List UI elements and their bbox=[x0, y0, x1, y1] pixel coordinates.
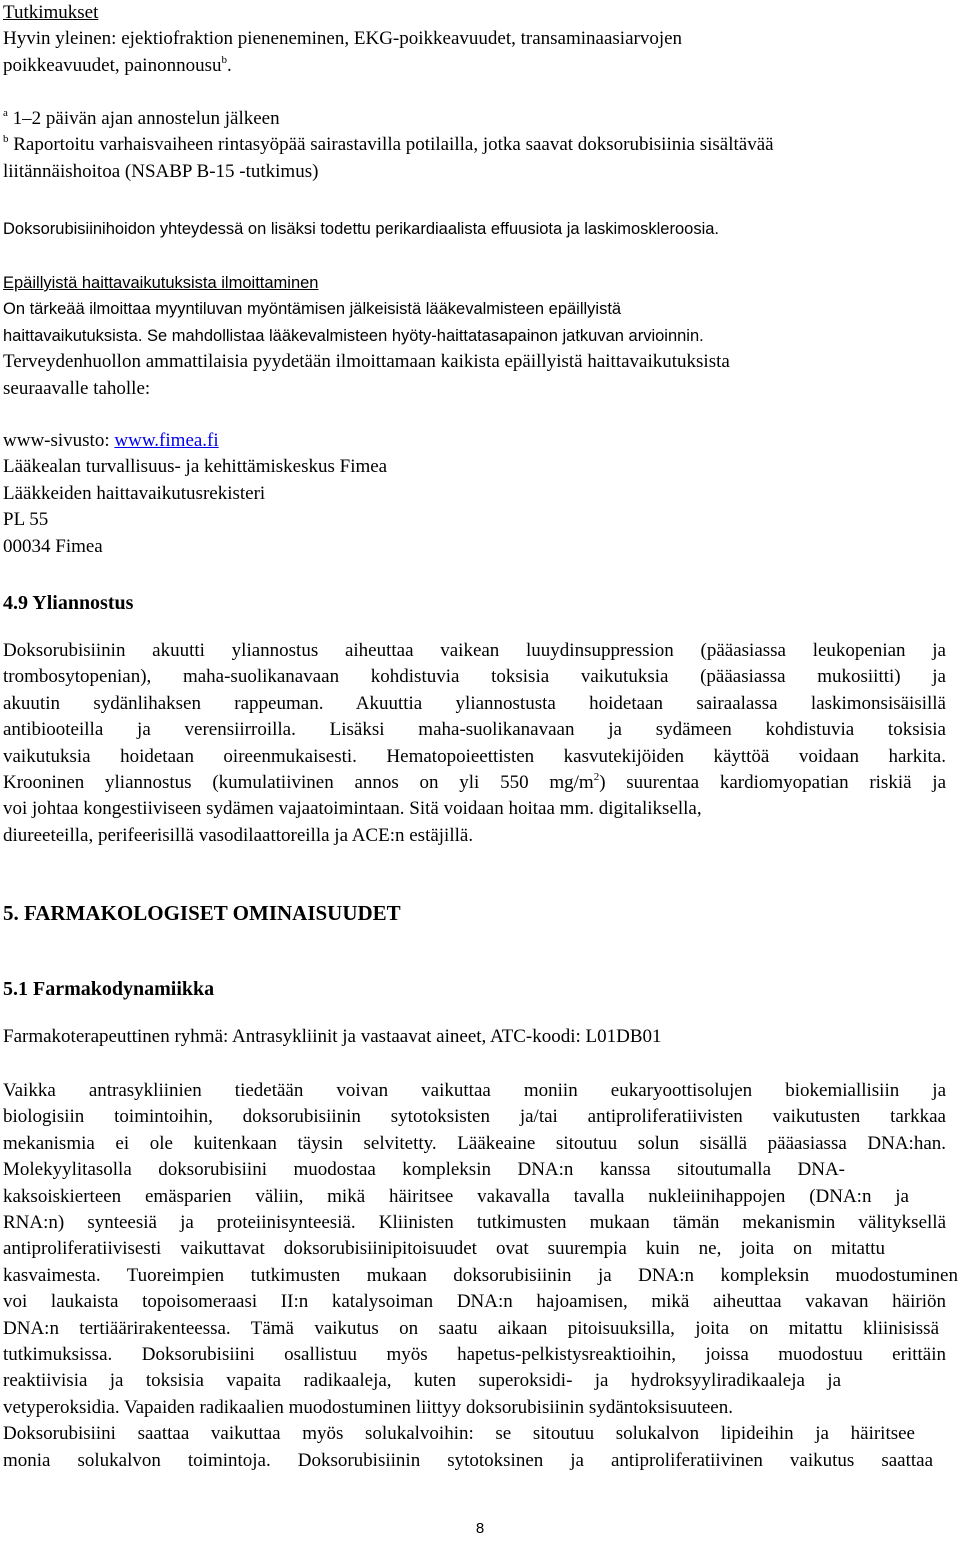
chronic-text-end: ) suurentaa kardiomyopatian riskiä ja bbox=[599, 772, 946, 794]
footnote-b-text: Raportoitu varhaisvaiheen rintasyöpää sairastavilla potilailla, jotka saavat doksorubisiinia sisältävää bbox=[8, 134, 774, 156]
pd-line: RNA:n) synteesiä ja proteiinisynteesiä. Kliinisten tutkimusten mukaan tämän mekanismin välityksellä bbox=[3, 1212, 946, 1234]
pharmacodynamics-paragraph bbox=[3, 1078, 958, 1474]
section-5-1-heading: 5.1 Farmakodynamiikka bbox=[3, 978, 215, 1000]
overdose-line-chronic bbox=[3, 770, 946, 796]
pd-line: DNA:n tertiäärirakenteessa. Tämä vaikutus on saatu aikaan pitoisuuksilla, joita on mitattu kliinisissä bbox=[3, 1317, 939, 1339]
address-line-3: PL 55 bbox=[3, 509, 49, 531]
pd-line: antiproliferatiivisesti vaikuttavat doksorubisiinipitoisuudet ovat suurempia kuin ne, joita on mitattu bbox=[3, 1238, 885, 1260]
footnote-ref-b: b bbox=[221, 53, 227, 66]
reporting-line-3: Terveydenhuollon ammattilaisia pyydetään ilmoittamaan kaikista epäillyistä haittavaikutuksista bbox=[3, 351, 730, 373]
pericardial-note: Doksorubisiinihoidon yhteydessä on lisäksi todettu perikardiaalista effuusiota ja laskimoskleroosia. bbox=[3, 220, 719, 238]
page-number: 8 bbox=[475, 1520, 485, 1537]
reporting-line-2: haittavaikutuksista. Se mahdollistaa lääkevalmisteen hyöty-haittatasapainon jatkuvan arvioinnin. bbox=[3, 326, 704, 345]
overdose-line: Doksorubisiinin akuutti yliannostus aiheuttaa vaikean luuydinsuppression (pääasiassa leukopenian ja bbox=[3, 640, 946, 661]
fimea-link[interactable]: www.fimea.fi bbox=[114, 429, 219, 451]
unit-exponent: 2 bbox=[593, 771, 600, 784]
pd-line: voi laukaista topoisomeraasi II:n katalysoiman DNA:n hajoamisen, mikä aiheuttaa vakavan häiriön bbox=[3, 1291, 946, 1313]
reporting-line-1: On tärkeää ilmoittaa myyntiluvan myöntämisen jälkeisistä lääkevalmisteen epäillyistä bbox=[3, 300, 622, 319]
overdose-line: vaikutuksia hoidetaan oireenmukaisesti. Hematopoieettisten kasvutekijöiden käyttöä voidaan harkita. bbox=[3, 745, 946, 767]
website-line bbox=[3, 428, 955, 454]
pd-line: biologisiin toimintoihin, doksorubisiinin sytotoksisten ja/tai antiproliferatiivisten vaikutusten tarkkaa bbox=[3, 1106, 946, 1128]
pd-line: kasvaimesta. Tuoreimpien tutkimusten mukaan doksorubisiinin ja DNA:n kompleksin muodostuminen bbox=[3, 1264, 958, 1286]
section-5-heading: 5. FARMAKOLOGISET OMINAISUUDET bbox=[3, 901, 401, 925]
pd-line: tutkimuksissa. Doksorubisiini osallistuu myös hapetus-pelkistysreaktioihin, joissa muodostuu erittäin bbox=[3, 1344, 946, 1366]
tests-line-2 bbox=[3, 53, 955, 79]
footnote-b-cont: liitännäishoitoa (NSABP B-15 -tutkimus) bbox=[3, 160, 319, 182]
footnote-b bbox=[3, 132, 955, 158]
address-line-2: Lääkkeiden haittavaikutusrekisteri bbox=[3, 482, 266, 504]
tests-section bbox=[3, 0, 955, 79]
footnote-a-text: 1–2 päivän ajan annostelun jälkeen bbox=[7, 108, 280, 129]
footnote-a-mark: a bbox=[3, 107, 8, 119]
tests-heading: Tutkimukset bbox=[3, 2, 99, 23]
reporting-section bbox=[3, 270, 955, 560]
pharmacotherapeutic-group: Farmakoterapeuttinen ryhmä: Antrasykliinit ja vastaavat aineet, ATC-koodi: L01DB01 bbox=[3, 1026, 662, 1047]
pd-line: monia solukalvon toimintoja. Doksorubisiinin sytotoksinen ja antiproliferatiivinen vaikutus saattaa bbox=[3, 1449, 933, 1471]
overdose-line: diureeteilla, perifeerisillä vasodilaattoreilla ja ACE:n estäjillä. bbox=[3, 824, 474, 846]
tests-line-2-end: . bbox=[226, 54, 232, 76]
pd-line: Doksorubisiini saattaa vaikuttaa myös solukalvoihin: se sitoutuu solukalvon lipideihin ja häiritsee bbox=[3, 1423, 915, 1445]
overdose-paragraph bbox=[3, 638, 946, 849]
pd-line: kaksoiskierteen emäsparien väliin, mikä häiritsee vakavalla tavalla nukleiinihappojen (DNA:n ja bbox=[3, 1185, 909, 1207]
address-line-1: Lääkealan turvallisuus- ja kehittämiskeskus Fimea bbox=[3, 456, 388, 478]
tests-line-1: Hyvin yleinen: ejektiofraktion pieneneminen, EKG-poikkeavuudet, transaminaasiarvojen bbox=[3, 28, 683, 50]
overdose-line: akuutin sydänlihaksen rappeuman. Akuuttia yliannostusta hoidetaan sairaalassa laskimonsisäisillä bbox=[3, 692, 946, 714]
reporting-heading: Epäillyistä haittavaikutuksista ilmoittaminen bbox=[3, 274, 319, 292]
chronic-text: Krooninen yliannostus (kumulatiivinen annos on yli 550 mg/m bbox=[3, 772, 594, 794]
pd-line: reaktiivisia ja toksisia vapaita radikaaleja, kuten superoksidi- ja hydroksyyliradikaaleja ja bbox=[3, 1370, 841, 1392]
tests-line-2-text: poikkeavuudet, painonnousu bbox=[3, 54, 222, 76]
pd-line: Vaikka antrasykliinien tiedetään voivan vaikuttaa moniin eukaryoottisolujen biokemiallisiin ja bbox=[3, 1080, 946, 1101]
pd-line: vetyperoksidia. Vapaiden radikaalien muodostuminen liittyy doksorubisiinin sydäntoksisuuteen. bbox=[3, 1396, 733, 1418]
overdose-heading: 4.9 Yliannostus bbox=[3, 592, 134, 614]
website-label: www-sivusto: bbox=[3, 429, 115, 451]
footnotes bbox=[3, 106, 955, 185]
reporting-line-4: seuraavalle taholle: bbox=[3, 377, 151, 399]
pd-line: mekanismia ei ole kuitenkaan täysin selvitetty. Lääkeaine sitoutuu solun sisällä pääasiassa DNA:han. bbox=[3, 1132, 946, 1154]
footnote-a bbox=[3, 106, 955, 132]
overdose-line: voi johtaa kongestiiviseen sydämen vajaatoimintaan. Sitä voidaan hoitaa mm. digitaliksella, bbox=[3, 798, 702, 820]
footnote-b-mark: b bbox=[3, 133, 9, 146]
overdose-line: trombosytopenian), maha-suolikanavaan kohdistuvia toksisia vaikutuksia (pääasiassa mukosiitti) ja bbox=[3, 666, 946, 688]
address-line-4: 00034 Fimea bbox=[3, 535, 103, 557]
overdose-line: antibiooteilla ja verensiirroilla. Lisäksi maha-suolikanavaan ja sydämeen kohdistuvia toksisia bbox=[3, 719, 946, 741]
pd-line: Molekyylitasolla doksorubisiini muodostaa kompleksin DNA:n kanssa sitoutumalla DNA- bbox=[3, 1159, 845, 1181]
